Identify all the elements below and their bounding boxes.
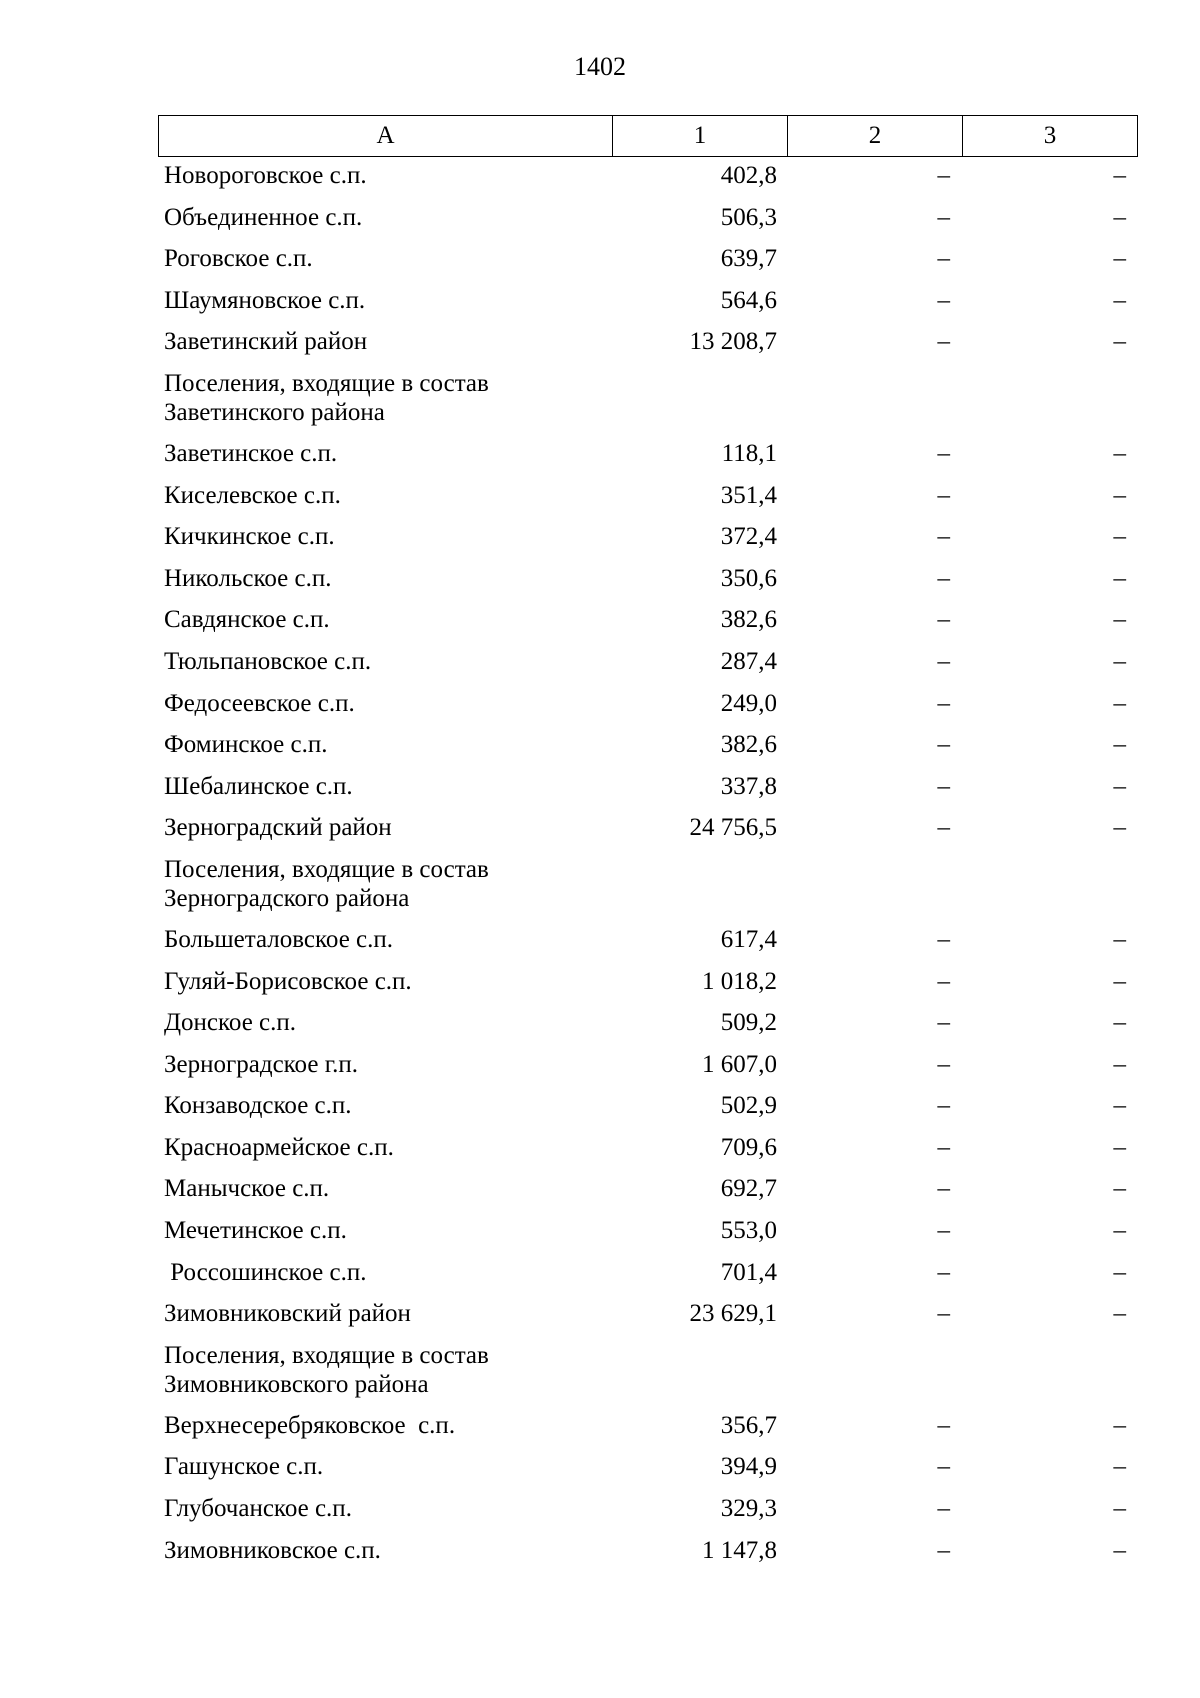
row-value-col-3: – <box>1113 286 1126 314</box>
header-col-a: А <box>159 116 613 157</box>
table-row <box>158 769 1134 811</box>
row-name: Мечетинское с.п. <box>164 1217 347 1245</box>
table-row <box>158 436 1134 478</box>
row-value-col-1: 24 756,5 <box>689 814 777 842</box>
row-name: Поселения, входящие в состав Заветинского района <box>164 369 489 426</box>
table-row <box>158 1449 1134 1491</box>
row-name: Россошинское с.п. <box>164 1258 367 1286</box>
row-value-col-2: – <box>937 523 950 551</box>
table-row <box>158 561 1134 603</box>
table-body <box>158 158 1134 1574</box>
row-value-col-2: – <box>937 647 950 675</box>
row-value-col-1: 639,7 <box>720 245 777 273</box>
section-subheading-row <box>158 366 1134 436</box>
row-value-col-1: 402,8 <box>720 162 777 189</box>
row-value-col-3: – <box>1113 772 1126 800</box>
row-value-col-2: – <box>937 689 950 717</box>
row-value-col-1: 337,8 <box>720 772 777 800</box>
row-value-col-3: – <box>1113 523 1126 551</box>
row-value-col-2: – <box>937 1536 950 1564</box>
row-value-col-3: – <box>1113 1175 1126 1203</box>
row-value-col-2: – <box>937 245 950 273</box>
row-name: Конзаводское с.п. <box>164 1092 352 1120</box>
row-value-col-3: – <box>1113 1453 1126 1481</box>
row-value-col-1: 701,4 <box>720 1258 777 1286</box>
table-row <box>158 1408 1134 1450</box>
table-row <box>158 1255 1134 1297</box>
row-value-col-2: – <box>937 1050 950 1078</box>
row-value-col-1: 13 208,7 <box>689 328 777 356</box>
row-value-col-1: 1 147,8 <box>702 1536 777 1564</box>
row-value-col-2: – <box>937 1133 950 1161</box>
row-value-col-2: – <box>937 481 950 509</box>
header-col-1: 1 <box>613 116 788 157</box>
table-row <box>158 810 1134 852</box>
row-value-col-2: – <box>937 1300 950 1328</box>
row-value-col-2: – <box>937 1258 950 1286</box>
row-value-col-1: 692,7 <box>720 1175 777 1203</box>
row-name: Донское с.п. <box>164 1009 297 1037</box>
row-value-col-2: – <box>937 286 950 314</box>
row-name: Заветинский район <box>164 328 368 356</box>
table-row <box>158 686 1134 728</box>
row-value-col-1: 350,6 <box>720 564 777 592</box>
row-value-col-3: – <box>1113 1411 1126 1439</box>
row-value-col-2: – <box>937 772 950 800</box>
row-value-col-3: – <box>1113 967 1126 995</box>
row-value-col-2: – <box>937 925 950 953</box>
row-value-col-1: 356,7 <box>720 1411 777 1439</box>
table-row <box>158 1047 1134 1089</box>
row-value-col-2: – <box>937 1411 950 1439</box>
row-value-col-2: – <box>937 606 950 634</box>
row-value-col-1: 506,3 <box>720 203 777 231</box>
row-value-col-3: – <box>1113 814 1126 842</box>
table-row <box>158 1213 1134 1255</box>
row-value-col-3: – <box>1113 1300 1126 1328</box>
row-value-col-3: – <box>1113 925 1126 953</box>
row-name: Заветинское с.п. <box>164 439 338 467</box>
table-header <box>158 115 1138 157</box>
row-value-col-2: – <box>937 564 950 592</box>
table-row <box>158 602 1134 644</box>
section-subheading-row <box>158 1338 1134 1408</box>
row-value-col-1: 553,0 <box>720 1217 777 1245</box>
row-value-col-1: 1 607,0 <box>702 1050 777 1078</box>
row-value-col-2: – <box>937 967 950 995</box>
section-subheading-row <box>158 852 1134 922</box>
header-col-3: 3 <box>963 116 1138 157</box>
row-name: Большеталовское с.п. <box>164 925 394 953</box>
table-row <box>158 1533 1134 1575</box>
table-row <box>158 324 1134 366</box>
table-row <box>158 1088 1134 1130</box>
row-value-col-1: 564,6 <box>720 286 777 314</box>
row-name: Манычское с.п. <box>164 1175 330 1203</box>
row-value-col-3: – <box>1113 328 1126 356</box>
row-value-col-2: – <box>937 162 950 189</box>
row-value-col-3: – <box>1113 1009 1126 1037</box>
row-value-col-2: – <box>937 203 950 231</box>
table-row <box>158 158 1134 200</box>
row-value-col-1: 382,6 <box>720 606 777 634</box>
row-name: Роговское с.п. <box>164 245 313 273</box>
row-value-col-2: – <box>937 731 950 759</box>
row-value-col-1: 287,4 <box>720 647 777 675</box>
row-value-col-3: – <box>1113 1217 1126 1245</box>
row-name: Никольское с.п. <box>164 564 332 592</box>
row-value-col-3: – <box>1113 162 1126 189</box>
table-row <box>158 1005 1134 1047</box>
row-name: Савдянское с.п. <box>164 606 330 634</box>
row-value-col-3: – <box>1113 689 1126 717</box>
row-value-col-1: 249,0 <box>720 689 777 717</box>
row-value-col-1: 502,9 <box>720 1092 777 1120</box>
row-value-col-1: 394,9 <box>720 1453 777 1481</box>
row-name: Фоминское с.п. <box>164 731 328 759</box>
row-value-col-3: – <box>1113 564 1126 592</box>
row-value-col-3: – <box>1113 245 1126 273</box>
row-name: Киселевское с.п. <box>164 481 341 509</box>
table-row <box>158 1491 1134 1533</box>
row-value-col-2: – <box>937 814 950 842</box>
row-value-col-1: 617,4 <box>720 925 777 953</box>
table-row <box>158 1130 1134 1172</box>
row-value-col-3: – <box>1113 439 1126 467</box>
row-value-col-2: – <box>937 1175 950 1203</box>
row-value-col-3: – <box>1113 1258 1126 1286</box>
row-name: Поселения, входящие в состав Зимовниковского района <box>164 1341 489 1398</box>
row-name: Красноармейское с.п. <box>164 1133 394 1161</box>
row-value-col-3: – <box>1113 731 1126 759</box>
row-value-col-2: – <box>937 328 950 356</box>
row-value-col-1: 382,6 <box>720 731 777 759</box>
row-name: Шаумяновское с.п. <box>164 286 366 314</box>
row-value-col-1: 329,3 <box>720 1495 777 1523</box>
row-name: Объединенное с.п. <box>164 203 363 231</box>
table-row <box>158 283 1134 325</box>
row-value-col-3: – <box>1113 1495 1126 1523</box>
row-name: Поселения, входящие в состав Зерноградского района <box>164 855 489 912</box>
table-row <box>158 922 1134 964</box>
row-value-col-2: – <box>937 1217 950 1245</box>
row-value-col-3: – <box>1113 481 1126 509</box>
table-row <box>158 727 1134 769</box>
table-row <box>158 1171 1134 1213</box>
row-name: Зимовниковское с.п. <box>164 1536 381 1564</box>
row-name: Зерноградский район <box>164 814 392 842</box>
row-value-col-2: – <box>937 1453 950 1481</box>
row-value-col-2: – <box>937 1009 950 1037</box>
row-value-col-1: 509,2 <box>720 1009 777 1037</box>
page-number: 1402 <box>574 52 626 81</box>
table-row <box>158 1296 1134 1338</box>
table-row <box>158 964 1134 1006</box>
row-value-col-1: 1 018,2 <box>702 967 777 995</box>
row-value-col-2: – <box>937 1092 950 1120</box>
row-name: Гуляй-Борисовское с.п. <box>164 967 412 995</box>
row-value-col-3: – <box>1113 1050 1126 1078</box>
header-row <box>159 116 1138 157</box>
row-name: Кичкинское с.п. <box>164 523 335 551</box>
row-value-col-2: – <box>937 439 950 467</box>
table-row <box>158 519 1134 561</box>
row-name: Федосеевское с.п. <box>164 689 355 717</box>
row-name: Тюльпановское с.п. <box>164 647 372 675</box>
row-name: Гашунское с.п. <box>164 1453 324 1481</box>
row-value-col-3: – <box>1113 1133 1126 1161</box>
row-name: Шебалинское с.п. <box>164 772 353 800</box>
table-row <box>158 644 1134 686</box>
row-value-col-1: 709,6 <box>720 1133 777 1161</box>
row-value-col-3: – <box>1113 203 1126 231</box>
row-value-col-3: – <box>1113 647 1126 675</box>
header-col-2: 2 <box>788 116 963 157</box>
table-row <box>158 241 1134 283</box>
row-value-col-3: – <box>1113 1536 1126 1564</box>
row-name: Зерноградское г.п. <box>164 1050 359 1078</box>
row-value-col-1: 23 629,1 <box>689 1300 777 1328</box>
row-value-col-3: – <box>1113 606 1126 634</box>
table-row <box>158 478 1134 520</box>
row-name: Новороговское с.п. <box>164 162 367 189</box>
row-name: Зимовниковский район <box>164 1300 411 1328</box>
table-row <box>158 200 1134 242</box>
row-name: Глубочанское с.п. <box>164 1495 352 1523</box>
row-value-col-1: 372,4 <box>720 523 777 551</box>
row-name: Верхнесеребряковское с.п. <box>164 1411 456 1439</box>
row-value-col-3: – <box>1113 1092 1126 1120</box>
row-value-col-2: – <box>937 1495 950 1523</box>
row-value-col-1: 118,1 <box>721 439 777 467</box>
row-value-col-1: 351,4 <box>720 481 777 509</box>
